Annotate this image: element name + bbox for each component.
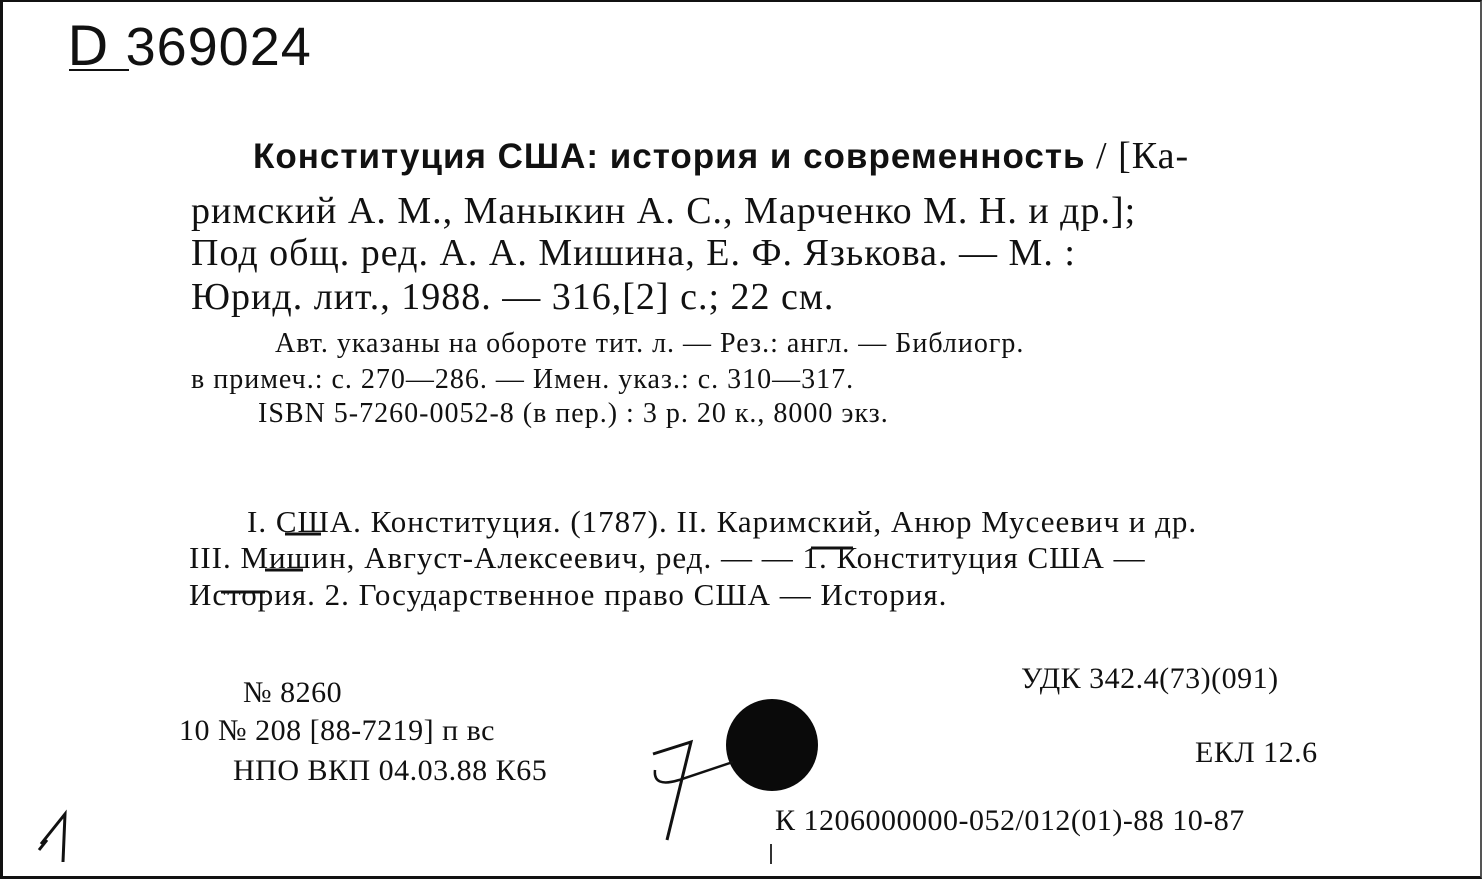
mark-seven-tail-icon: [655, 762, 733, 782]
isbn-line: ISBN 5-7260-0052-8 (в пер.) : 3 р. 20 к., 8000 экз.: [258, 398, 889, 429]
classification-code: К 1206000000-052/012(01)-88 10-87: [775, 804, 1245, 837]
ekl-code: ЕКЛ 12.6: [1195, 736, 1318, 769]
subject-line-1: I. США. Конституция. (1787). II. Каримский, Анюр Мусеевич и др.: [247, 504, 1198, 539]
card-number: № 8260: [243, 676, 343, 709]
subject-line-3: История. 2. Государственное право США — История.: [189, 577, 948, 612]
order-line: 10 № 208 [88-7219] п вс: [179, 714, 495, 747]
title-line-1-rest: / [Ка-: [1085, 135, 1190, 177]
handwritten-marks: [3, 2, 1482, 881]
mark-seven-icon: [653, 742, 691, 840]
call-number: Ⅾ 369024: [67, 17, 312, 77]
subject-line-2: III. Мишин, Август-Алексеевич, ред. — — 1. Конституция США —: [189, 540, 1146, 575]
title-line-2: римский А. М., Маныкин А. С., Марченко М. Н. и др.];: [191, 190, 1137, 232]
note-line-1: Авт. указаны на обороте тит. л. — Рез.: англ. — Библиогр.: [275, 328, 1025, 359]
title-bold: Конституция США: история и современность: [253, 137, 1086, 176]
udk-code: УДК 342.4(73)(091): [1021, 662, 1279, 695]
title-line-3: Под общ. ред. А. А. Мишина, Е. Ф. Язькова. — М. :: [191, 232, 1076, 274]
mark-one-icon: [41, 814, 65, 862]
npo-line: НПО ВКП 04.03.88 К65: [233, 754, 548, 787]
note-line-2: в примеч.: с. 270—286. — Имен. указ.: с. 310—317.: [191, 364, 855, 395]
title-line-4: Юрид. лит., 1988. — 316,[2] с.; 22 см.: [191, 276, 835, 318]
